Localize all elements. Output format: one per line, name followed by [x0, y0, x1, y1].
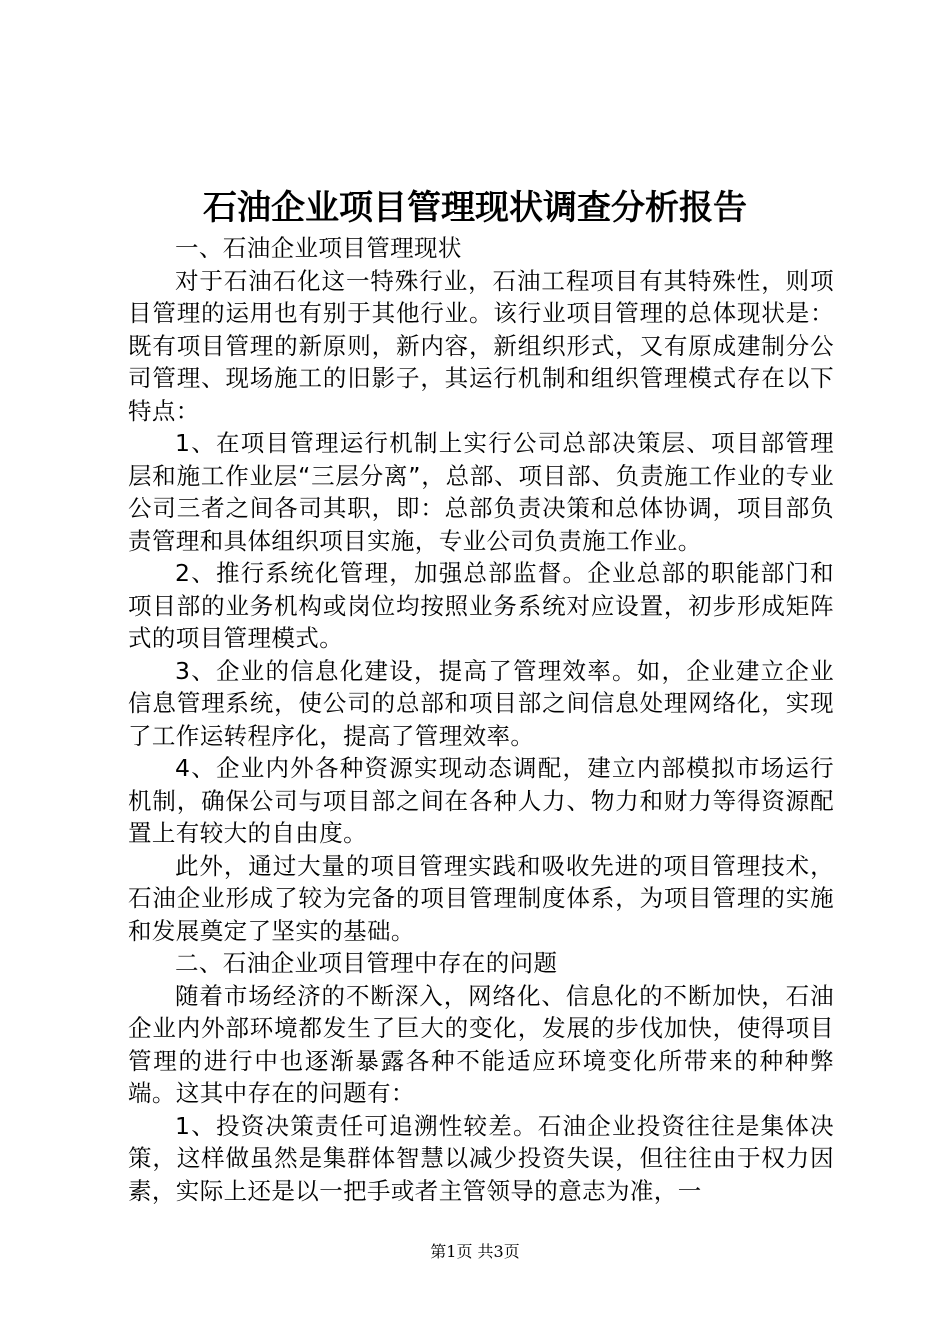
section-heading-1: 一、石油企业项目管理现状: [175, 234, 462, 262]
document-body: [128, 232, 834, 1205]
paragraph-summary: 此外，通过大量的项目管理实践和吸收先进的项目管理技术，石油企业形成了较为完备的项目管理制度体系，为项目管理的实施和发展奠定了坚实的基础。: [128, 851, 834, 945]
paragraph-intro: 对于石油石化这一特殊行业，石油工程项目有其特殊性，则项目管理的运用也有别于其他行业。该行业项目管理的总体现状是：既有项目管理的新原则，新内容，新组织形式，又有原成建制分公司管理、现场施工的旧影子，其运行机制和组织管理模式存在以下特点：: [128, 266, 834, 425]
paragraph-point-1: 1、在项目管理运行机制上实行公司总部决策层、项目部管理层和施工作业层“三层分离”，总部、项目部、负责施工作业的专业公司三者之间各司其职，即：总部负责决策和总体协调，项目部负责管理和具体组织项目实施，专业公司负责施工作业。: [128, 429, 834, 555]
paragraph-problems-intro: 随着市场经济的不断深入，网络化、信息化的不断加快，石油企业内外部环境都发生了巨大的变化，发展的步伐加快，使得项目管理的进行中也逐渐暴露各种不能适应环境变化所带来的种种弊端。这其中存在的问题有：: [128, 981, 834, 1107]
paragraph-problem-1: 1、投资决策责任可追溯性较差。石油企业投资往往是集体决策，这样做虽然是集群体智慧以减少投资失误，但往往由于权力因素，实际上还是以一把手或者主管领导的意志为准，一: [128, 1111, 834, 1205]
paragraph-point-2: 2、推行系统化管理，加强总部监督。企业总部的职能部门和项目部的业务机构或岗位均按照业务系统对应设置，初步形成矩阵式的项目管理模式。: [128, 559, 834, 652]
page-footer: 第1页 共3页: [430, 1242, 520, 1261]
paragraph-point-3: 3、企业的信息化建设，提高了管理效率。如，企业建立企业信息管理系统，使公司的总部和项目部之间信息处理网络化，实现了工作运转程序化，提高了管理效率。: [128, 656, 834, 750]
document-title: 石油企业项目管理现状调查分析报告: [203, 188, 747, 228]
section-heading-2: 二、石油企业项目管理中存在的问题: [175, 949, 558, 977]
paragraph-point-4: 4、企业内外各种资源实现动态调配，建立内部模拟市场运行机制，确保公司与项目部之间在各种人力、物力和财力等得资源配置上有较大的自由度。: [128, 754, 834, 847]
